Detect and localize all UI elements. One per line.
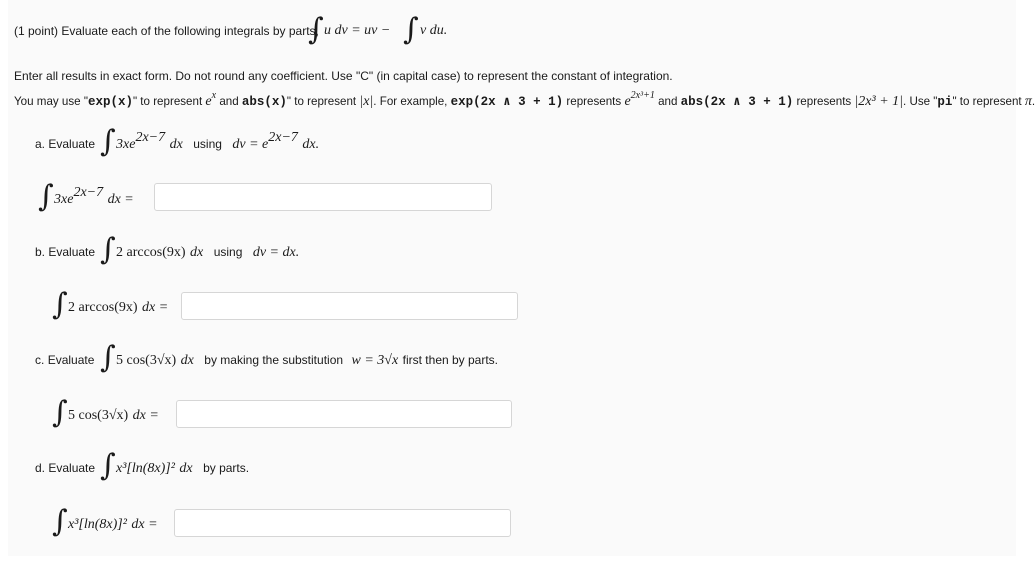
lhs-integrand: 3xe [54, 192, 74, 207]
answer-d-input[interactable] [174, 509, 511, 537]
part-b-integrand [116, 243, 299, 261]
points-label: (1 point) [14, 24, 59, 38]
hint-math: w = 3√x [351, 353, 399, 368]
integrand-exponent: 2x−7 [135, 130, 166, 145]
instr-text: and [658, 95, 678, 108]
math-abs: |x| [359, 94, 374, 109]
integral-sign: ∫ [52, 395, 68, 430]
lhs-integrand: 2 arccos(9x) [68, 300, 138, 315]
integral-sign: ∫ [52, 504, 68, 539]
part-d-answer-lhs [68, 515, 158, 533]
integral-sign: ∫ [100, 124, 116, 159]
answer-c-input[interactable] [176, 400, 512, 428]
intro-lead: Evaluate each of the following integrals by parts, [61, 24, 319, 38]
math-example-2: |2x³ + 1| [854, 94, 904, 109]
math-exp [205, 90, 217, 109]
lhs-equals: dx = [107, 192, 134, 207]
part-label: c. [35, 353, 45, 367]
hint-word: using [213, 245, 243, 259]
answer-a-input[interactable] [154, 183, 492, 211]
part-a-label [35, 137, 95, 151]
integrand: 2 arccos(9x) [116, 245, 186, 260]
differential: dx [169, 137, 183, 152]
instr-text: You may use " [14, 95, 88, 108]
lhs-integrand: 5 cos(3√x) [68, 408, 129, 423]
integral-sign: ∫ [52, 287, 68, 322]
differential: dx [179, 461, 193, 476]
code-exp: exp(x) [87, 95, 133, 109]
part-a-answer-lhs [54, 185, 134, 208]
hint-math-exponent: 2x−7 [268, 130, 298, 145]
instr-text: and [219, 95, 239, 108]
evaluate-word: Evaluate [47, 353, 95, 367]
part-c-integrand [116, 351, 498, 369]
problem-intro [14, 24, 319, 38]
lhs-equals: dx = [131, 517, 158, 532]
integral-sign: ∫ [403, 12, 419, 47]
instr-text: represents [796, 95, 852, 108]
part-c-answer-lhs [68, 406, 159, 424]
ex1-base: e [624, 94, 631, 109]
hint-tail: first then by parts. [402, 353, 499, 367]
instructions-line-1: Enter all results in exact form. Do not round any coefficient. Use "C" (in capital case) to represent the constant of integration. [14, 69, 673, 83]
hint-word: by parts. [203, 461, 250, 475]
parts-formula-right: v du. [420, 23, 448, 38]
evaluate-word: Evaluate [48, 137, 96, 151]
math-pi: π [1024, 94, 1032, 109]
lhs-equals: dx = [132, 408, 159, 423]
hint-math: dv = dx. [252, 245, 300, 260]
instr-text: represents [566, 95, 622, 108]
exp-sup: x [211, 90, 217, 101]
ex1-sup: 2x³+1 [630, 90, 655, 101]
part-a-integrand [116, 130, 320, 153]
part-c-label [35, 353, 94, 367]
code-example-1: exp(2x ∧ 3 + 1) [450, 95, 564, 109]
instr-text: . For example, [373, 95, 448, 108]
lhs-integrand: x³[ln(8x)]² [68, 517, 127, 532]
integral-sign: ∫ [100, 232, 116, 267]
hint-word: using [193, 137, 222, 151]
differential: dx [190, 245, 204, 260]
instr-text: " to represent [952, 95, 1022, 108]
instr-text: . [1031, 95, 1035, 108]
integrand: 5 cos(3√x) [116, 353, 177, 368]
code-example-2: abs(2x ∧ 3 + 1) [680, 95, 794, 109]
code-pi: pi [937, 95, 953, 109]
math-example-1 [624, 90, 655, 109]
lhs-equals: dx = [142, 300, 169, 315]
part-label: b. [35, 245, 46, 259]
integral-sign: ∫ [100, 340, 116, 375]
integrand: 3xe [116, 137, 136, 152]
hint-math-tail: dx. [302, 137, 320, 152]
instr-text: . Use " [903, 95, 938, 108]
differential: dx [180, 353, 194, 368]
evaluate-word: Evaluate [48, 245, 96, 259]
integrand: x³[ln(8x)]² [116, 461, 175, 476]
code-abs: abs(x) [241, 95, 287, 109]
hint-word: by making the substitution [204, 353, 344, 367]
integral-sign: ∫ [38, 179, 54, 214]
integral-sign: ∫ [100, 448, 116, 483]
answer-b-input[interactable] [181, 292, 518, 320]
part-d-label [35, 461, 95, 475]
integral-sign: ∫ [308, 12, 324, 47]
part-label: a. [35, 137, 46, 151]
instructions-line-2 [14, 90, 1035, 110]
part-d-integrand [116, 459, 249, 477]
lhs-exponent: 2x−7 [73, 185, 104, 200]
part-label: d. [35, 461, 46, 475]
hint-math: dv = e [232, 137, 269, 152]
evaluate-word: Evaluate [48, 461, 96, 475]
part-b-answer-lhs [68, 298, 168, 316]
part-b-label [35, 245, 95, 259]
exp-base: e [205, 94, 212, 109]
instr-text: " to represent [286, 95, 357, 108]
parts-formula-left: u dv = uv − [324, 23, 391, 38]
instr-text: " to represent [132, 95, 203, 108]
